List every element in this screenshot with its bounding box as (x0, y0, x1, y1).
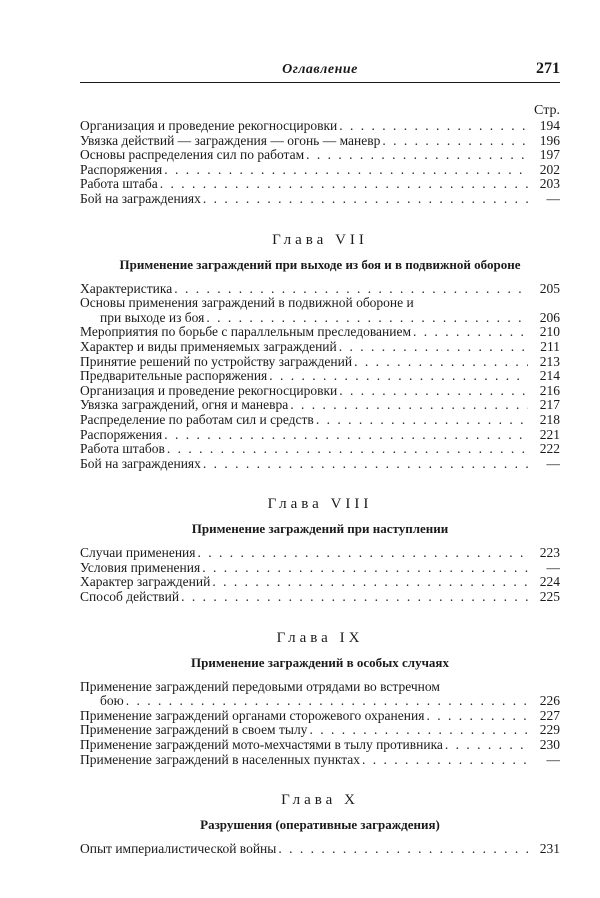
entry-text: Способ действий (80, 590, 180, 605)
entry-page: 230 (539, 738, 560, 753)
entry-text: Характер заграждений (80, 575, 211, 590)
toc-entry (80, 428, 560, 443)
entry-text: Бой на заграждениях (80, 191, 201, 206)
toc-entry (80, 296, 560, 311)
entry-page: 210 (539, 325, 560, 340)
toc-entry (80, 413, 560, 428)
entry-text: Основы применения заграждений в подвижной обороне и (80, 296, 414, 311)
toc-entry (80, 457, 560, 472)
toc-entry (80, 842, 560, 857)
toc-entry (80, 561, 560, 576)
toc-entry-continued (80, 694, 560, 709)
toc-entry (80, 119, 560, 134)
toc-entry (80, 355, 560, 370)
toc-entry (80, 177, 560, 192)
toc-entry (80, 723, 560, 738)
toc-entry-continued (80, 311, 560, 326)
chapter-entries (80, 842, 560, 857)
chapter-title: Применение заграждений в особых случаях (191, 654, 449, 670)
entry-text: Организация и проведение рекогносцировки (80, 119, 338, 133)
page-column-heading: Стр. (534, 103, 560, 118)
entry-text: Распоряжения (80, 427, 163, 442)
entry-text: Применение заграждений мото-мехчастями в тылу противника (80, 738, 443, 753)
chapter-title: Разрушения (оперативные заграждения) (200, 817, 440, 833)
entry-text: бою (100, 694, 124, 709)
entry-text: Применение заграждений в населенных пунктах (80, 752, 361, 767)
entry-text: Принятие решений по устройству заграждений (80, 354, 353, 369)
entry-text: Опыт империалистической войны (80, 842, 277, 857)
entry-text: Применение заграждений передовыми отрядами во встречном (80, 679, 440, 694)
chapter-entries (80, 546, 560, 604)
entry-page: 196 (539, 133, 560, 148)
entry-text: Применение заграждений органами сторожевого охранения (80, 708, 425, 723)
toc-entry (80, 384, 560, 399)
chapter-entries (80, 282, 560, 472)
entry-page: — (546, 560, 560, 575)
entry-page: 203 (539, 177, 560, 192)
header-title: Оглавление (282, 62, 358, 77)
entry-text: Распределение по работам сил и средств (80, 412, 314, 427)
toc-entry (80, 442, 560, 457)
entry-page: 217 (539, 398, 560, 413)
entry-page: 206 (539, 310, 560, 325)
toc-entry (80, 325, 560, 340)
entry-text: Применение заграждений в своем тылу (80, 723, 308, 738)
entry-text: Характеристика (80, 281, 173, 296)
entry-text: Характер и виды применяемых заграждений (80, 339, 337, 354)
entry-page: — (546, 191, 560, 206)
entry-text: Основы распределения сил по работам (80, 148, 305, 163)
entry-page: 226 (539, 694, 560, 709)
chapter-heading: Глава VIII (267, 496, 373, 513)
entry-page: 224 (539, 575, 560, 590)
toc-entry (80, 680, 560, 695)
toc-entry (80, 340, 560, 355)
toc-entry (80, 369, 560, 384)
entry-page: 223 (539, 546, 560, 561)
entry-page: 222 (539, 442, 560, 457)
entry-page: 227 (539, 708, 560, 723)
entry-text: Организация и проведение рекогносцировки (80, 383, 338, 398)
entry-page: 218 (539, 412, 560, 427)
intro-entries (80, 119, 560, 207)
entry-text: при выходе из боя (100, 310, 205, 325)
entry-text: Предварительные распоряжения (80, 369, 268, 384)
entry-page: 213 (539, 354, 560, 369)
toc-page (80, 58, 560, 857)
entry-text: Распоряжения (80, 162, 163, 177)
chapter-entries (80, 680, 560, 768)
entry-page: 221 (539, 427, 560, 442)
page-number: 271 (536, 60, 560, 77)
entry-page: 231 (539, 842, 560, 857)
toc-entry (80, 192, 560, 207)
entry-text: Бой на заграждениях (80, 456, 201, 471)
toc-entry (80, 546, 560, 561)
entry-page: 214 (539, 369, 560, 384)
chapter-heading: Глава X (281, 792, 359, 809)
entry-text: Увязка заграждений, огня и маневра (80, 398, 289, 413)
chapter-heading: Глава VII (272, 231, 368, 248)
toc-entry (80, 148, 560, 163)
entry-page: 225 (539, 590, 560, 605)
entry-page: 211 (540, 339, 560, 354)
entry-page: 194 (539, 119, 560, 133)
toc-entry (80, 590, 560, 605)
chapter-title: Применение заграждений при наступлении (191, 521, 449, 537)
entry-text: Условия применения (80, 560, 201, 575)
running-header (80, 58, 560, 83)
entry-page: — (546, 456, 560, 471)
entry-page: 202 (539, 162, 560, 177)
entry-page: 229 (539, 723, 560, 738)
toc-entry (80, 709, 560, 724)
entry-page: 205 (539, 281, 560, 296)
entry-text: Мероприятия по борьбе с параллельным преследованием (80, 325, 412, 340)
entry-text: Работа штабов (80, 442, 165, 457)
toc-entry (80, 282, 560, 297)
toc-entry (80, 738, 560, 753)
toc-entry (80, 134, 560, 149)
chapter-title: Применение заграждений при выходе из боя и в подвижной обороне (119, 256, 521, 272)
toc-entry (80, 398, 560, 413)
entry-text: Увязка действий — заграждения — огонь — маневр (80, 133, 381, 148)
entry-page: 216 (539, 383, 560, 398)
chapter-heading: Глава IX (276, 629, 364, 646)
toc-entry (80, 753, 560, 768)
entry-text: Случаи применения (80, 546, 196, 561)
toc-entry (80, 575, 560, 590)
entry-page: — (546, 752, 560, 767)
toc-entry (80, 163, 560, 178)
entry-page: 197 (539, 148, 560, 163)
entry-text: Работа штаба (80, 177, 158, 192)
